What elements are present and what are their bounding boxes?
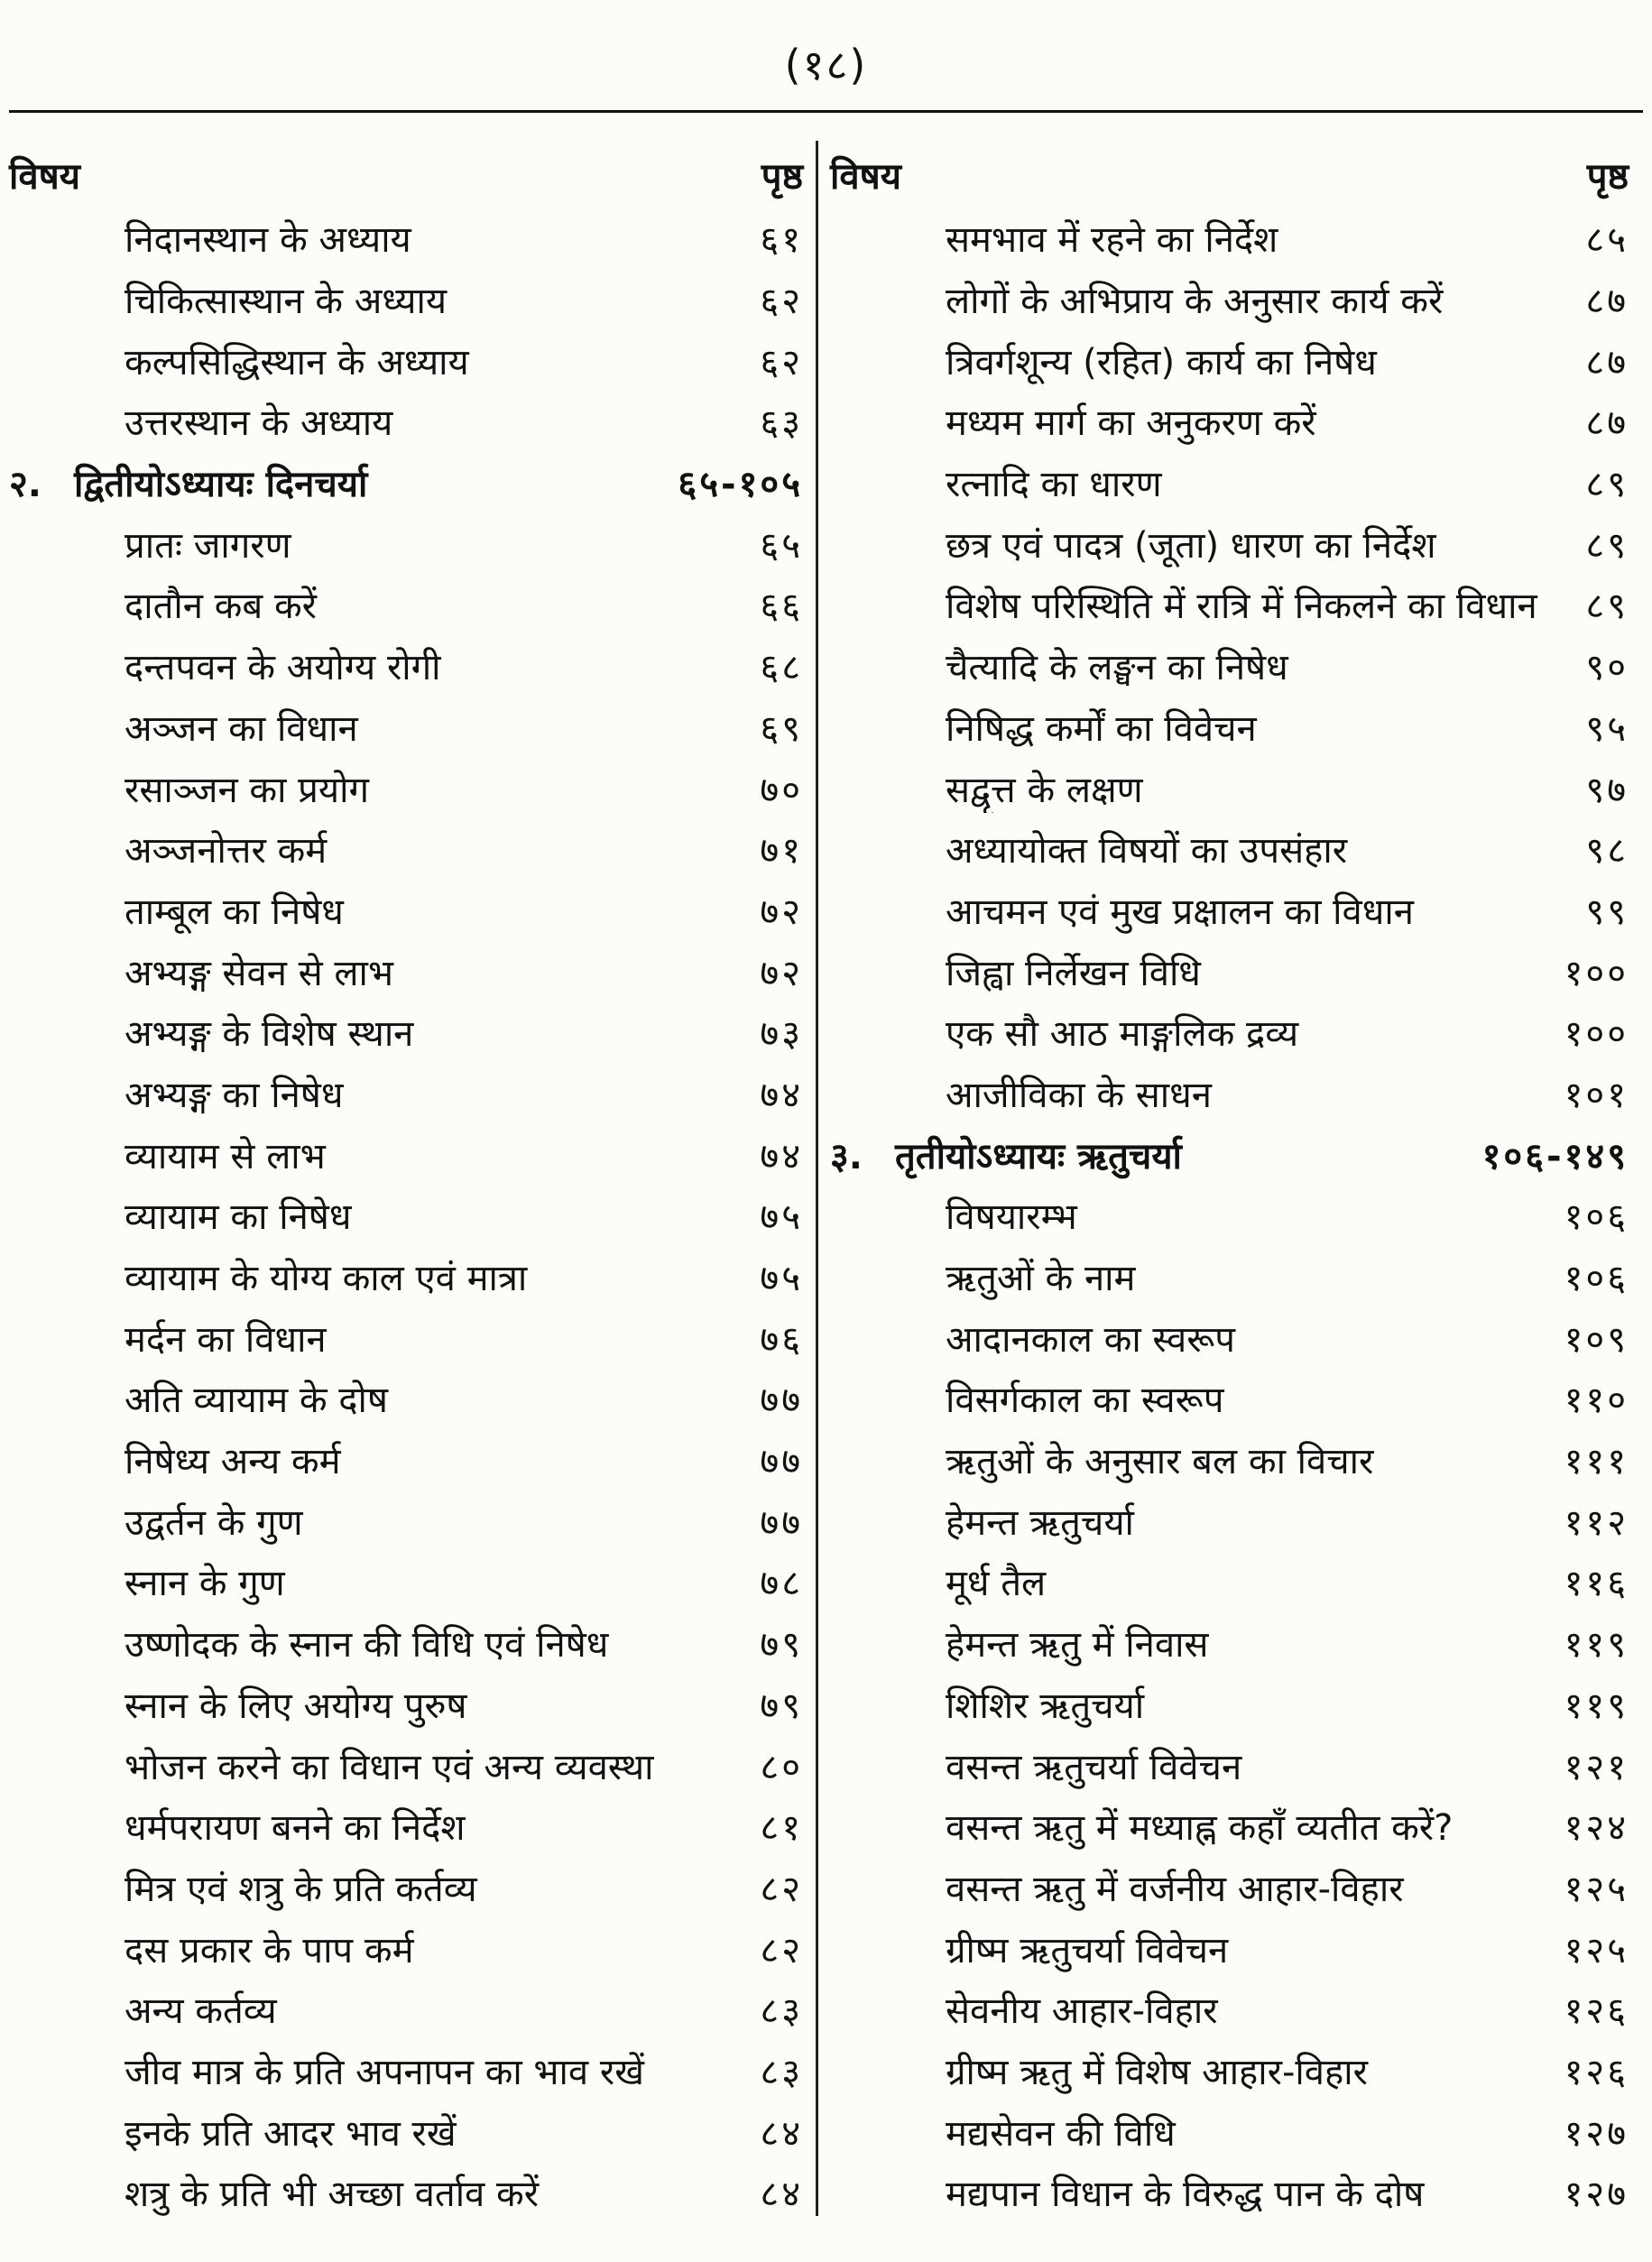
toc-topic: अभ्यङ्ग सेवन से लाभ bbox=[125, 952, 393, 994]
toc-row bbox=[830, 1490, 1629, 1551]
toc-page-number: ७२ bbox=[760, 891, 803, 933]
toc-page-number: ६२ bbox=[760, 281, 803, 323]
toc-row bbox=[9, 940, 803, 1002]
toc-page-number: १२५ bbox=[1564, 1868, 1629, 1910]
toc-row bbox=[830, 1063, 1629, 1124]
toc-topic: दन्तपवन के अयोग्य रोगी bbox=[125, 647, 441, 689]
page-heading: पृष्ठ bbox=[1586, 156, 1629, 198]
toc-row bbox=[9, 635, 803, 697]
toc-topic: अञ्जन का विधान bbox=[125, 707, 358, 750]
toc-page-number: ११९ bbox=[1564, 1624, 1629, 1666]
toc-topic: आदानकाल का स्वरूप bbox=[946, 1318, 1235, 1361]
toc-row bbox=[830, 940, 1629, 1002]
toc-row bbox=[830, 1002, 1629, 1063]
toc-topic: विसर्गकाल का स्वरूप bbox=[946, 1380, 1224, 1422]
toc-page-number: ७० bbox=[760, 769, 803, 811]
toc-row bbox=[830, 1796, 1629, 1857]
toc-topic: ग्रीष्म ऋतुचर्या विवेचन bbox=[946, 1929, 1229, 1971]
toc-row bbox=[9, 208, 803, 269]
toc-topic: उत्तरस्थान के अध्याय bbox=[125, 402, 393, 445]
toc-row bbox=[830, 1857, 1629, 1918]
toc-row bbox=[830, 391, 1629, 452]
toc-page-number: ९७ bbox=[1585, 769, 1629, 811]
toc-page-number: ८० bbox=[760, 1746, 803, 1788]
toc-page-number: ८२ bbox=[760, 1929, 803, 1971]
toc-row bbox=[9, 1857, 803, 1918]
toc-topic: ऋतुओं के अनुसार बल का विचार bbox=[946, 1441, 1374, 1483]
toc-topic: निषिद्ध कर्मों का विवेचन bbox=[946, 707, 1257, 750]
toc-page-number: १२४ bbox=[1564, 1807, 1629, 1850]
toc-row bbox=[830, 1368, 1629, 1429]
toc-page-number: ११९ bbox=[1564, 1685, 1629, 1727]
toc-topic: व्यायाम के योग्य काल एवं मात्रा bbox=[125, 1258, 528, 1300]
toc-page-number: ८३ bbox=[760, 1990, 803, 2033]
toc-row bbox=[9, 757, 803, 818]
toc-page-number: ६५ bbox=[760, 524, 803, 567]
toc-topic: चैत्यादि के लङ्घन का निषेध bbox=[946, 647, 1288, 689]
toc-row bbox=[830, 1429, 1629, 1491]
toc-page-number: ८३ bbox=[760, 2051, 803, 2093]
toc-row bbox=[830, 1185, 1629, 1246]
toc-row bbox=[830, 1551, 1629, 1612]
toc-topic: अन्य कर्तव्य bbox=[125, 1990, 277, 2033]
toc-page-number: ८७ bbox=[1585, 281, 1629, 323]
toc-topic: हेमन्त ऋतुचर्या bbox=[946, 1501, 1134, 1544]
toc-page-number: ७७ bbox=[760, 1441, 803, 1483]
subject-heading: विषय bbox=[9, 156, 80, 198]
toc-row bbox=[830, 512, 1629, 574]
toc-row bbox=[830, 880, 1629, 941]
toc-row bbox=[830, 1612, 1629, 1674]
right-toc-rows bbox=[830, 208, 1629, 2223]
subject-heading: विषय bbox=[830, 156, 901, 198]
toc-row bbox=[830, 574, 1629, 635]
toc-topic: दातौन कब करें bbox=[125, 586, 318, 628]
toc-page-number: ७४ bbox=[760, 1135, 803, 1177]
toc-page-number: १२६ bbox=[1564, 2051, 1629, 2093]
toc-topic: ताम्बूल का निषेध bbox=[125, 891, 344, 933]
toc-row bbox=[9, 329, 803, 391]
toc-row bbox=[830, 2040, 1629, 2101]
toc-page-number: ८७ bbox=[1585, 341, 1629, 383]
toc-row bbox=[830, 1246, 1629, 1307]
toc-page-number: ७३ bbox=[760, 1013, 803, 1056]
toc-row bbox=[9, 1612, 803, 1674]
toc-page-number: ७९ bbox=[760, 1624, 803, 1666]
toc-page-number: ६८ bbox=[760, 647, 803, 689]
toc-topic: विषयारम्भ bbox=[946, 1196, 1077, 1239]
toc-row bbox=[830, 697, 1629, 758]
toc-row bbox=[9, 2040, 803, 2101]
toc-topic: वसन्त ऋतु में मध्याह्न कहाँ व्यतीत करें? bbox=[946, 1807, 1454, 1850]
toc-topic: निषेध्य अन्य कर्म bbox=[125, 1441, 341, 1483]
toc-topic: ग्रीष्म ऋतु में विशेष आहार-विहार bbox=[946, 2051, 1368, 2093]
toc-page-number: ७८ bbox=[760, 1563, 803, 1605]
toc-page-number: ७१ bbox=[760, 830, 803, 872]
toc-row bbox=[9, 1796, 803, 1857]
toc-topic: लोगों के अभिप्राय के अनुसार कार्य करें bbox=[946, 281, 1444, 323]
toc-topic: छत्र एवं पादत्र (जूता) धारण का निर्देश bbox=[946, 524, 1436, 567]
toc-topic: जिह्वा निर्लेखन विधि bbox=[946, 952, 1201, 994]
toc-row bbox=[830, 2100, 1629, 2162]
toc-topic: व्यायाम से लाभ bbox=[125, 1135, 326, 1177]
toc-page-number: ८२ bbox=[760, 1868, 803, 1910]
toc-topic: आचमन एवं मुख प्रक्षालन का विधान bbox=[946, 891, 1414, 933]
left-toc-rows bbox=[9, 208, 803, 2223]
chapter-number: २. bbox=[9, 464, 42, 506]
toc-row bbox=[9, 1002, 803, 1063]
toc-page-number: १०६ bbox=[1564, 1196, 1629, 1239]
toc-topic: समभाव में रहने का निर्देश bbox=[946, 219, 1278, 262]
toc-row bbox=[9, 880, 803, 941]
toc-topic: व्यायाम का निषेध bbox=[125, 1196, 352, 1239]
toc-row bbox=[9, 1123, 803, 1185]
toc-row bbox=[9, 1185, 803, 1246]
toc-page-number: ९८ bbox=[1585, 830, 1629, 872]
toc-page-number: १२५ bbox=[1564, 1929, 1629, 1971]
toc-row bbox=[830, 818, 1629, 880]
top-rule bbox=[9, 110, 1643, 113]
toc-topic: मूर्ध तैल bbox=[946, 1563, 1047, 1605]
toc-topic: रत्नादि का धारण bbox=[946, 464, 1162, 506]
toc-page-number: ७५ bbox=[760, 1258, 803, 1300]
toc-topic: इनके प्रति आदर भाव रखें bbox=[125, 2112, 457, 2155]
toc-page-number: १०१ bbox=[1564, 1074, 1629, 1116]
toc-row bbox=[830, 269, 1629, 330]
toc-topic: सद्वृत्त के लक्षण bbox=[946, 769, 1143, 811]
toc-page-number: ८५ bbox=[1585, 219, 1629, 262]
toc-row bbox=[830, 635, 1629, 697]
toc-row bbox=[9, 697, 803, 758]
toc-row bbox=[9, 1490, 803, 1551]
toc-row bbox=[830, 757, 1629, 818]
toc-row bbox=[9, 1917, 803, 1979]
toc-page-number: ७५ bbox=[760, 1196, 803, 1239]
toc-page-number: ८९ bbox=[1585, 586, 1629, 628]
toc-row bbox=[9, 512, 803, 574]
toc-page-number: ८९ bbox=[1585, 464, 1629, 506]
toc-topic: शत्रु के प्रति भी अच्छा वर्ताव करें bbox=[125, 2174, 540, 2216]
toc-page-number: ८७ bbox=[1585, 402, 1629, 445]
toc-topic: उष्णोदक के स्नान की विधि एवं निषेध bbox=[125, 1624, 609, 1666]
toc-page-number: १०९ bbox=[1564, 1318, 1629, 1361]
toc-topic: स्नान के गुण bbox=[125, 1563, 285, 1605]
toc-row bbox=[9, 391, 803, 452]
toc-page-number: ८४ bbox=[760, 2174, 803, 2216]
toc-page-number: ११२ bbox=[1564, 1501, 1629, 1544]
toc-page-number: ९९ bbox=[1585, 891, 1629, 933]
toc-row bbox=[830, 1306, 1629, 1368]
toc-page-number: ६२ bbox=[760, 341, 803, 383]
toc-row bbox=[9, 574, 803, 635]
toc-page-number: १२१ bbox=[1564, 1746, 1629, 1788]
toc-row bbox=[9, 1368, 803, 1429]
toc-page-number: १२७ bbox=[1564, 2174, 1629, 2216]
toc-page-number: १२७ bbox=[1564, 2112, 1629, 2155]
toc-topic: मित्र एवं शत्रु के प्रति कर्तव्य bbox=[125, 1868, 477, 1910]
toc-topic: आजीविका के साधन bbox=[946, 1074, 1212, 1116]
toc-row bbox=[830, 2162, 1629, 2223]
toc-topic: चिकित्सास्थान के अध्याय bbox=[125, 281, 448, 323]
toc-page-number: १०० bbox=[1564, 1013, 1629, 1056]
toc-page-number: ११० bbox=[1564, 1380, 1629, 1422]
toc-topic: अति व्यायाम के दोष bbox=[125, 1380, 389, 1422]
toc-row bbox=[9, 1551, 803, 1612]
toc-row bbox=[9, 1979, 803, 2040]
toc-row bbox=[9, 2162, 803, 2223]
toc-page-number: ११६ bbox=[1564, 1563, 1629, 1605]
page-heading: पृष्ठ bbox=[761, 156, 803, 198]
chapter-title: तृतीयोऽध्यायः ऋतुचर्या bbox=[895, 1135, 1182, 1177]
toc-topic: मर्दन का विधान bbox=[125, 1318, 327, 1361]
toc-topic: दस प्रकार के पाप कर्म bbox=[125, 1929, 414, 1971]
toc-topic: भोजन करने का विधान एवं अन्य व्यवस्था bbox=[125, 1746, 654, 1788]
right-column bbox=[830, 146, 1629, 2221]
toc-row bbox=[830, 329, 1629, 391]
toc-page-number: ८४ bbox=[760, 2112, 803, 2155]
toc-topic: कल्पसिद्धिस्थान के अध्याय bbox=[125, 341, 469, 383]
toc-page-number: ८९ bbox=[1585, 524, 1629, 567]
toc-row bbox=[9, 1429, 803, 1491]
toc-topic: प्रातः जागरण bbox=[125, 524, 291, 567]
page-number: (१८) bbox=[784, 41, 868, 89]
toc-topic: अध्यायोक्त विषयों का उपसंहार bbox=[946, 830, 1348, 872]
chapter-page-range: ६५-१०५ bbox=[678, 464, 803, 506]
toc-page-number: ९० bbox=[1585, 647, 1629, 689]
toc-row bbox=[830, 452, 1629, 513]
toc-topic: मद्यपान विधान के विरुद्ध पान के दोष bbox=[946, 2174, 1425, 2216]
toc-page-number: ७६ bbox=[760, 1318, 803, 1361]
toc-topic: अभ्यङ्ग का निषेध bbox=[125, 1074, 344, 1116]
toc-page-number: ६६ bbox=[760, 586, 803, 628]
toc-page-number: ७७ bbox=[760, 1501, 803, 1544]
chapter-title: द्वितीयोऽध्यायः दिनचर्या bbox=[74, 464, 368, 506]
chapter-heading-row bbox=[9, 452, 803, 513]
toc-page-number: ७२ bbox=[760, 952, 803, 994]
toc-topic: ऋतुओं के नाम bbox=[946, 1258, 1136, 1300]
toc-topic: अभ्यङ्ग के विशेष स्थान bbox=[125, 1013, 414, 1056]
left-column bbox=[9, 146, 803, 2221]
toc-topic: मद्यसेवन की विधि bbox=[946, 2112, 1176, 2155]
toc-topic: एक सौ आठ माङ्गलिक द्रव्य bbox=[946, 1013, 1299, 1056]
toc-row bbox=[830, 208, 1629, 269]
toc-page-number: १०० bbox=[1564, 952, 1629, 994]
toc-topic: हेमन्त ऋतु में निवास bbox=[946, 1624, 1209, 1666]
toc-topic: विशेष परिस्थिति में रात्रि में निकलने का विधान bbox=[946, 586, 1537, 628]
toc-topic: रसाञ्जन का प्रयोग bbox=[125, 769, 369, 811]
toc-page-number: ९५ bbox=[1585, 707, 1629, 750]
toc-page-number: १११ bbox=[1564, 1441, 1629, 1483]
toc-page-number: १२६ bbox=[1564, 1990, 1629, 2033]
toc-page-number: ७४ bbox=[760, 1074, 803, 1116]
toc-topic: उद्वर्तन के गुण bbox=[125, 1501, 303, 1544]
toc-topic: स्नान के लिए अयोग्य पुरुष bbox=[125, 1685, 467, 1727]
toc-row bbox=[830, 1674, 1629, 1735]
toc-page-number: ६९ bbox=[760, 707, 803, 750]
toc-page-number: ७९ bbox=[760, 1685, 803, 1727]
toc-row bbox=[9, 1734, 803, 1796]
toc-topic: त्रिवर्गशून्य (रहित) कार्य का निषेध bbox=[946, 341, 1377, 383]
toc-row bbox=[830, 1979, 1629, 2040]
column-divider bbox=[816, 141, 818, 2216]
toc-row bbox=[830, 1734, 1629, 1796]
toc-topic: जीव मात्र के प्रति अपनापन का भाव रखें bbox=[125, 2051, 644, 2093]
chapter-page-range: १०६-१४९ bbox=[1481, 1135, 1629, 1177]
toc-topic: धर्मपरायण बनने का निर्देश bbox=[125, 1807, 466, 1850]
toc-page-number: १०६ bbox=[1564, 1258, 1629, 1300]
toc-row bbox=[9, 1063, 803, 1124]
toc-row bbox=[830, 1917, 1629, 1979]
toc-topic: सेवनीय आहार-विहार bbox=[946, 1990, 1218, 2033]
chapter-heading-row bbox=[830, 1123, 1629, 1185]
toc-row bbox=[9, 818, 803, 880]
toc-row bbox=[9, 2100, 803, 2162]
toc-topic: अञ्जनोत्तर कर्म bbox=[125, 830, 328, 872]
toc-topic: वसन्त ऋतु में वर्जनीय आहार-विहार bbox=[946, 1868, 1404, 1910]
toc-row bbox=[9, 269, 803, 330]
toc-page-number: ६१ bbox=[760, 219, 803, 262]
toc-row bbox=[9, 1674, 803, 1735]
right-column-header bbox=[830, 146, 1629, 208]
toc-topic: शिशिर ऋतुचर्या bbox=[946, 1685, 1145, 1727]
chapter-number: ३. bbox=[830, 1135, 863, 1177]
left-column-header bbox=[9, 146, 803, 208]
toc-page-number: ८१ bbox=[760, 1807, 803, 1850]
toc-row bbox=[9, 1246, 803, 1307]
toc-topic: वसन्त ऋतुचर्या विवेचन bbox=[946, 1746, 1242, 1788]
toc-page-number: ६३ bbox=[760, 402, 803, 445]
toc-row bbox=[9, 1306, 803, 1368]
toc-page-number: ७७ bbox=[760, 1380, 803, 1422]
toc-topic: निदानस्थान के अध्याय bbox=[125, 219, 411, 262]
toc-topic: मध्यम मार्ग का अनुकरण करें bbox=[946, 402, 1316, 445]
